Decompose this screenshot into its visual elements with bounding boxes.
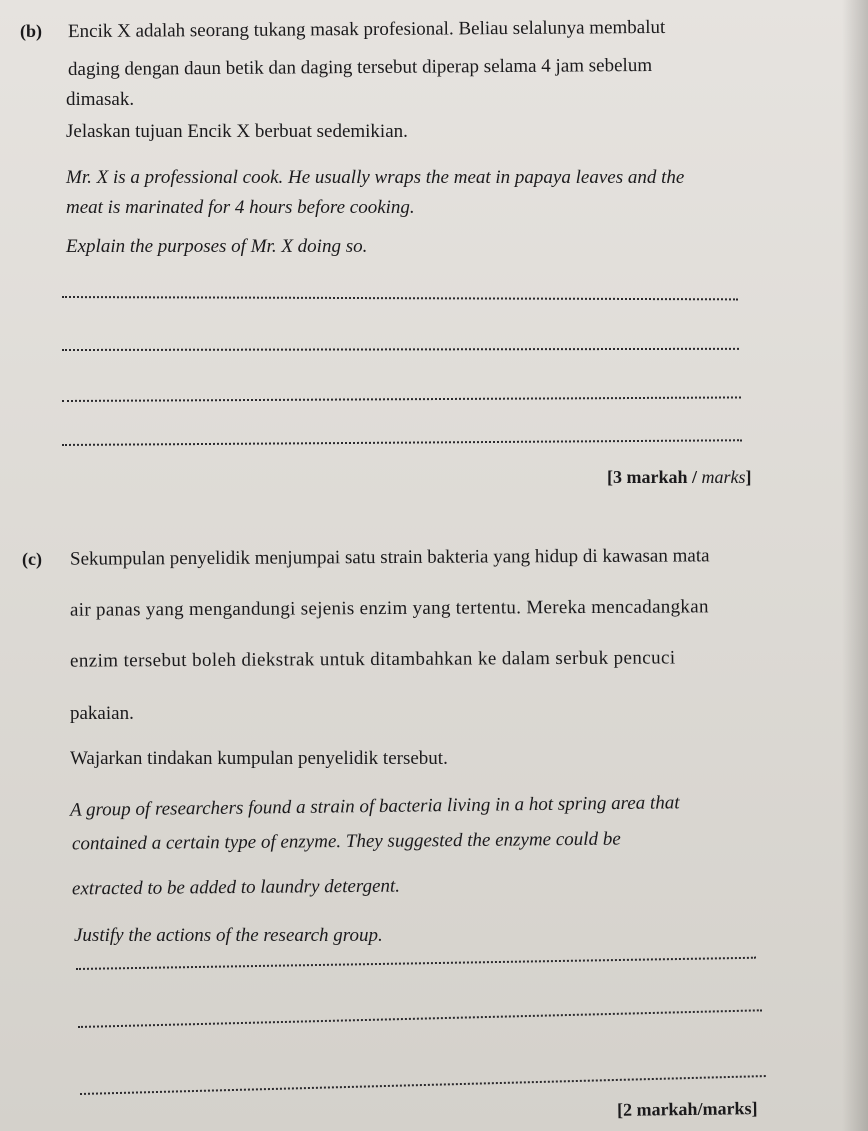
page-edge-shadow <box>842 0 868 1131</box>
part-c-malay-line-4: pakaian. <box>70 703 134 724</box>
part-c-english-line-3: extracted to be added to laundry detergent. <box>71 875 401 900</box>
part-c-malay-line-3: enzim tersebut boleh diekstrak untuk ditambahkan ke dalam serbuk pencuci <box>69 647 676 672</box>
part-b-english-line-2: meat is marinated for 4 hours before cooking. <box>66 197 415 218</box>
part-b-answer-line-4[interactable] <box>62 439 742 446</box>
part-b-malay-instruction: Jelaskan tujuan Encik X berbuat sedemikian. <box>66 121 408 142</box>
part-b-label: (b) <box>20 21 42 41</box>
part-b-answer-line-2[interactable] <box>62 348 739 351</box>
part-b-malay-line-2: daging dengan daun betik dan daging tersebut diperap selama 4 jam sebelum <box>67 54 653 81</box>
part-c-english-instruction: Justify the actions of the research group. <box>74 925 383 946</box>
part-c-malay-line-2: air panas yang mengandungi sejenis enzim yang tertentu. Mereka mencadangkan <box>69 596 709 621</box>
part-c-marks: [2 markah/marks] <box>616 1098 758 1120</box>
part-c-english-line-2: contained a certain type of enzyme. They suggested the enzyme could be <box>71 828 621 855</box>
part-b-english-line-1: Mr. X is a professional cook. He usually wraps the meat in papaya leaves and the <box>66 167 685 188</box>
part-b-answer-line-3[interactable] <box>62 396 741 402</box>
part-c-answer-line-3[interactable] <box>80 1075 766 1095</box>
part-c-label: (c) <box>22 549 42 569</box>
part-b-answer-line-1[interactable] <box>62 296 738 300</box>
part-c-answer-line-1[interactable] <box>76 957 756 970</box>
part-b-malay-line-1: Encik X adalah seorang tukang masak profesional. Beliau selalunya membalut <box>67 16 666 43</box>
part-c-english-line-1: A group of researchers found a strain of bacteria living in a hot spring area that <box>69 792 680 821</box>
part-b-marks: [3 markah / marks] <box>607 467 752 487</box>
part-c-answer-line-2[interactable] <box>78 1009 762 1028</box>
part-c-malay-line-1: Sekumpulan penyelidik menjumpai satu strain bakteria yang hidup di kawasan mata <box>69 545 710 570</box>
part-c-malay-instruction: Wajarkan tindakan kumpulan penyelidik tersebut. <box>70 748 448 769</box>
part-b-english-instruction: Explain the purposes of Mr. X doing so. <box>66 236 368 257</box>
part-b-malay-line-3: dimasak. <box>66 89 135 110</box>
